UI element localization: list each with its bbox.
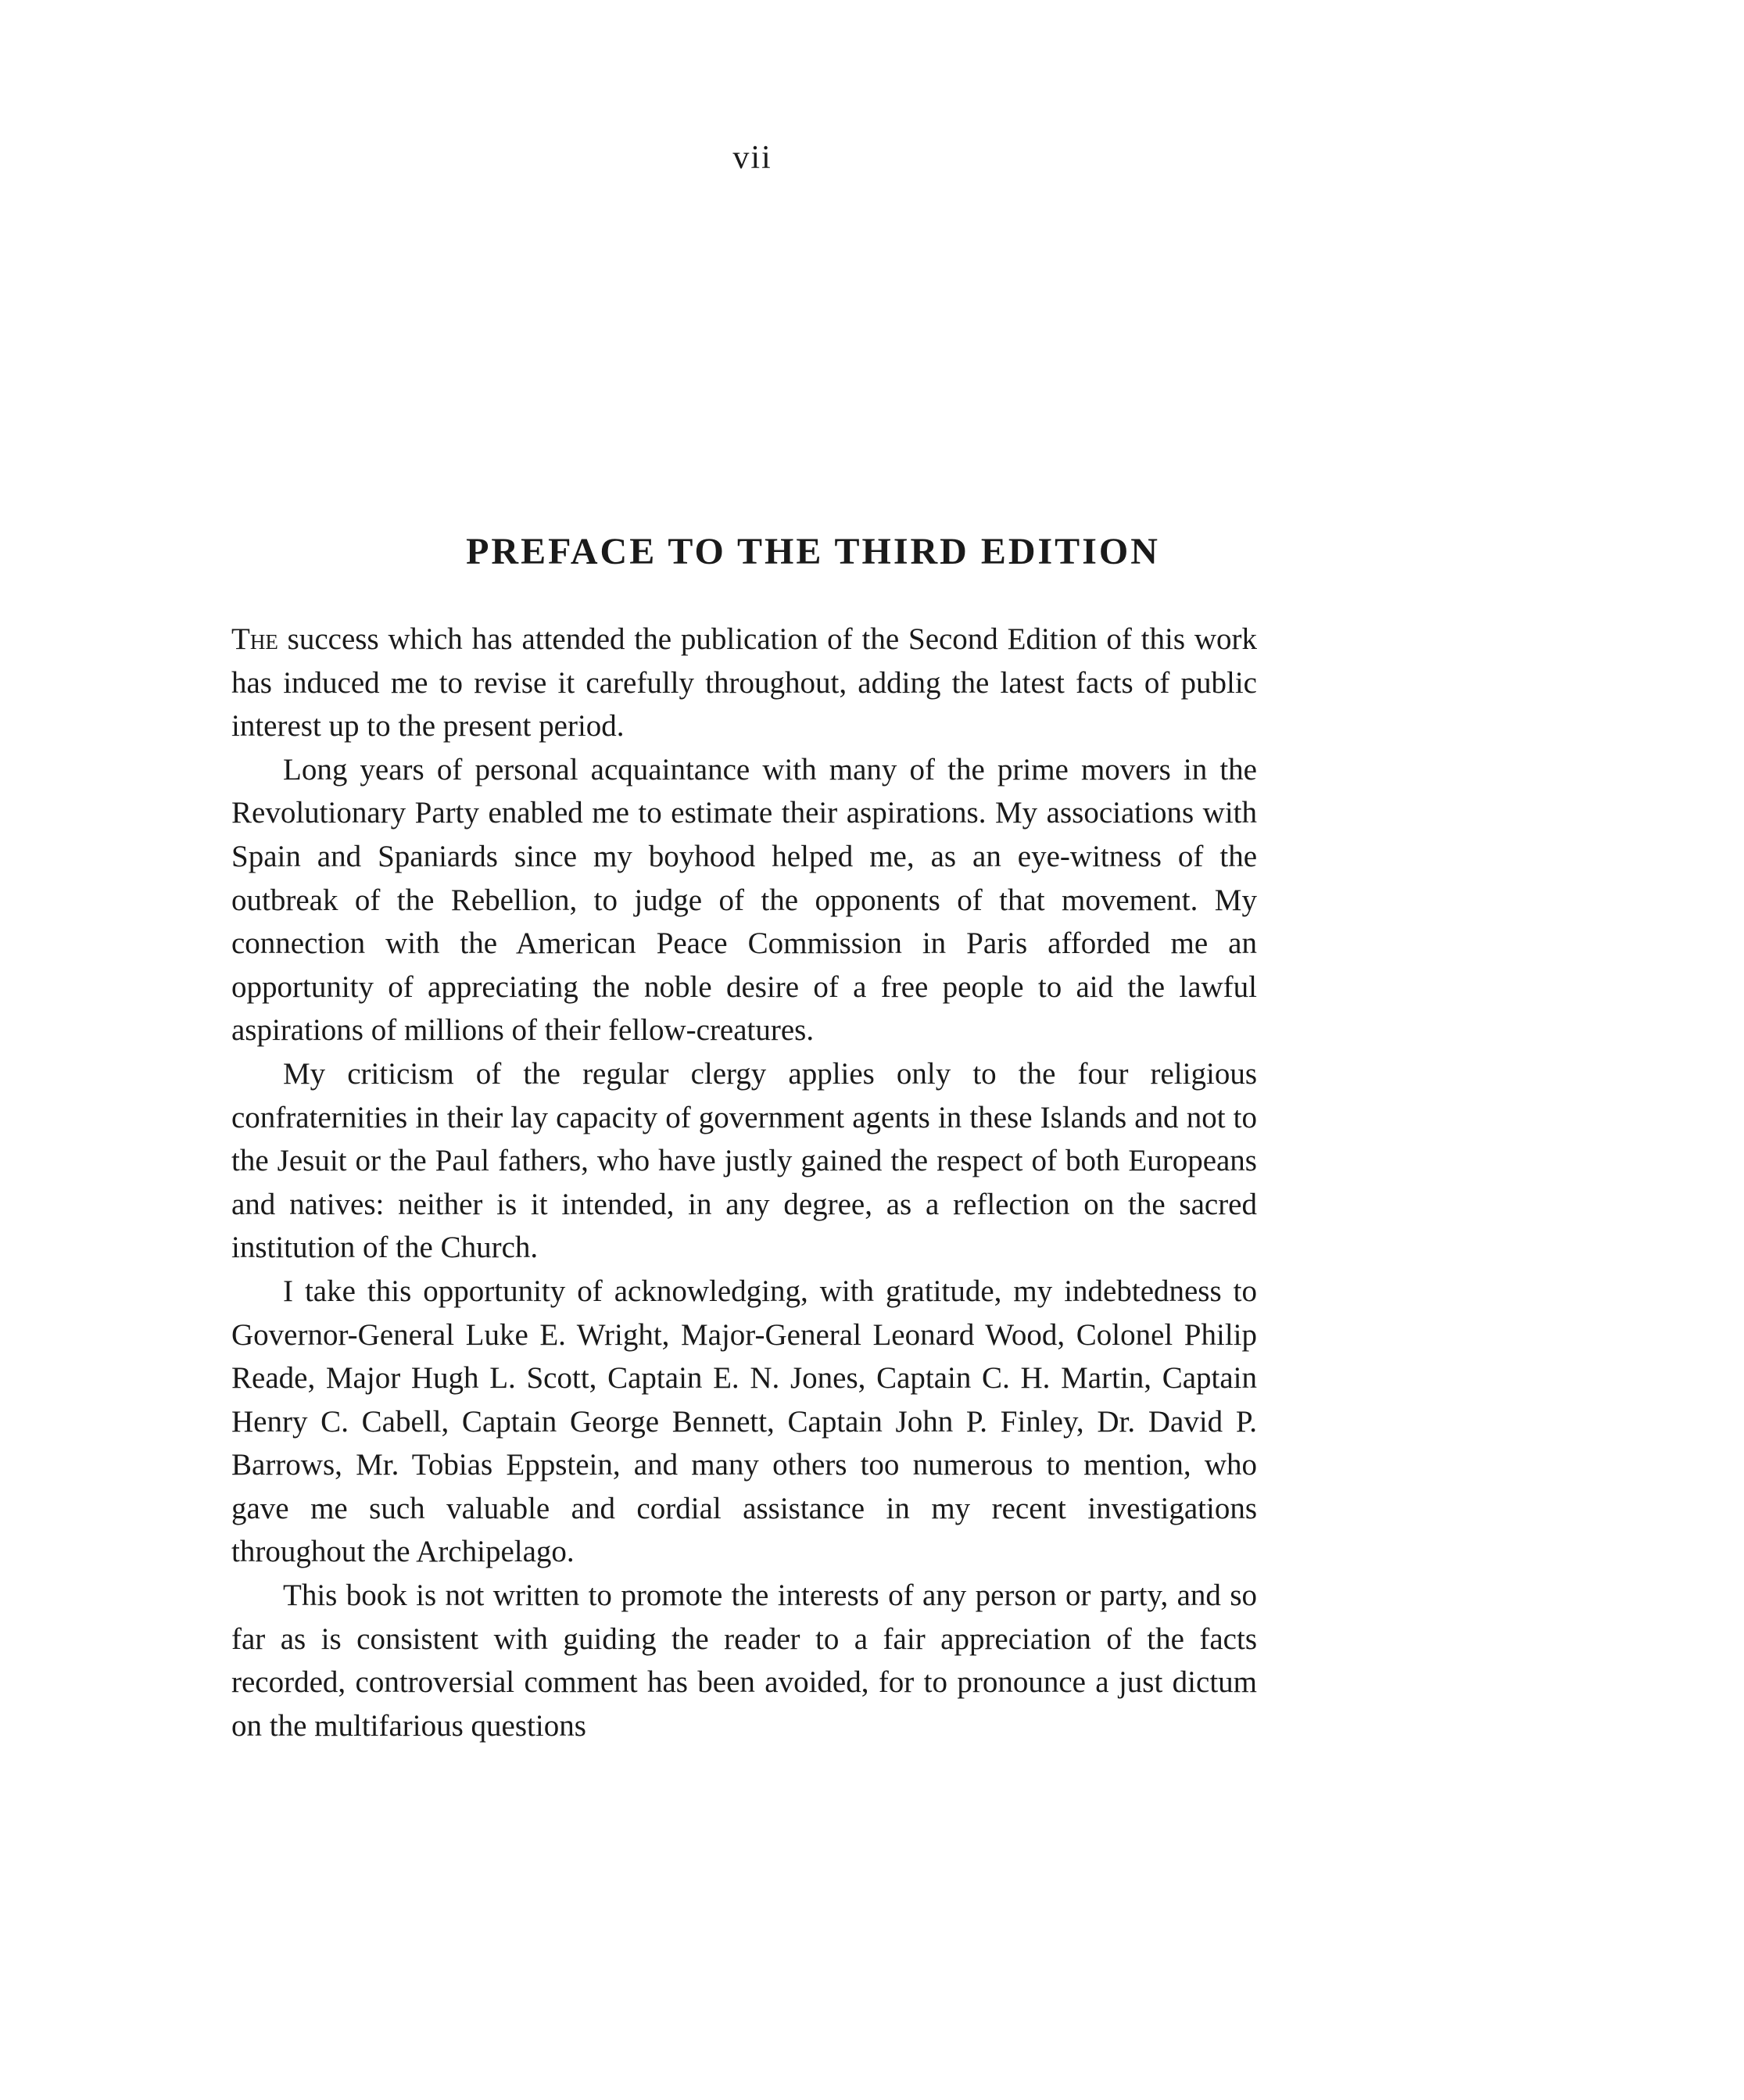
paragraph-2: Long years of personal acquaintance with many of the prime movers in the Revolutionary Party enabled me to estimate their aspirations. My associations with Spain and Spaniards since my boyhood helped me, as an eye-witness of the outbreak of the Rebellion, to judge of the opponents of that movement. My connection with the American Peace Commission in Paris afforded me an opportunity of appreciating the noble desire of a free people to aid the lawful aspirations of millions of their fellow-creatures. <box>231 752 1257 1048</box>
paragraph-5: This book is not written to promote the interests of any person or party, and so far as is consistent with guiding the reader to a fair appreciation of the facts recorded, controversial comment has been avoided, for to pronounce a just dictum on the multifarious questions <box>231 1579 1257 1743</box>
paragraph-1 <box>231 618 1257 748</box>
paragraph-1-text: success which has attended the publication of the Second Edition of this work has induced me to revise it carefully throughout, adding the latest facts of public interest up to the present period. <box>231 622 1257 744</box>
page-number: vii <box>732 140 772 176</box>
preface-body <box>231 618 1257 1747</box>
paragraph-3: My criticism of the regular clergy applies only to the four religious confraternities in their lay capacity of government agents in these Islands and not to the Jesuit or the Paul fathers, who have justly gained the respect of both Europeans and natives: neither is it intended, in any degree, as a reflection on the sacred institution of the Church. <box>231 1056 1257 1265</box>
paragraph-1-lead: The <box>231 622 278 656</box>
paragraph-4: I take this opportunity of acknowledging, with gratitude, my indebtedness to Governor-General Luke E. Wright, Major-General Leonard Wood, Colonel Philip Reade, Major Hugh L. Scott, Captain E. N. Jones, Captain C. H. Martin, Captain Henry C. Cabell, Captain George Bennett, Captain John P. Finley, Dr. David P. Barrows, Mr. Tobias Eppstein, and many others too numerous to mention, who gave me such valuable and cordial assistance in my recent investigations throughout the Archipelago. <box>231 1274 1257 1569</box>
page-title: PREFACE TO THE THIRD EDITION <box>466 531 1160 572</box>
